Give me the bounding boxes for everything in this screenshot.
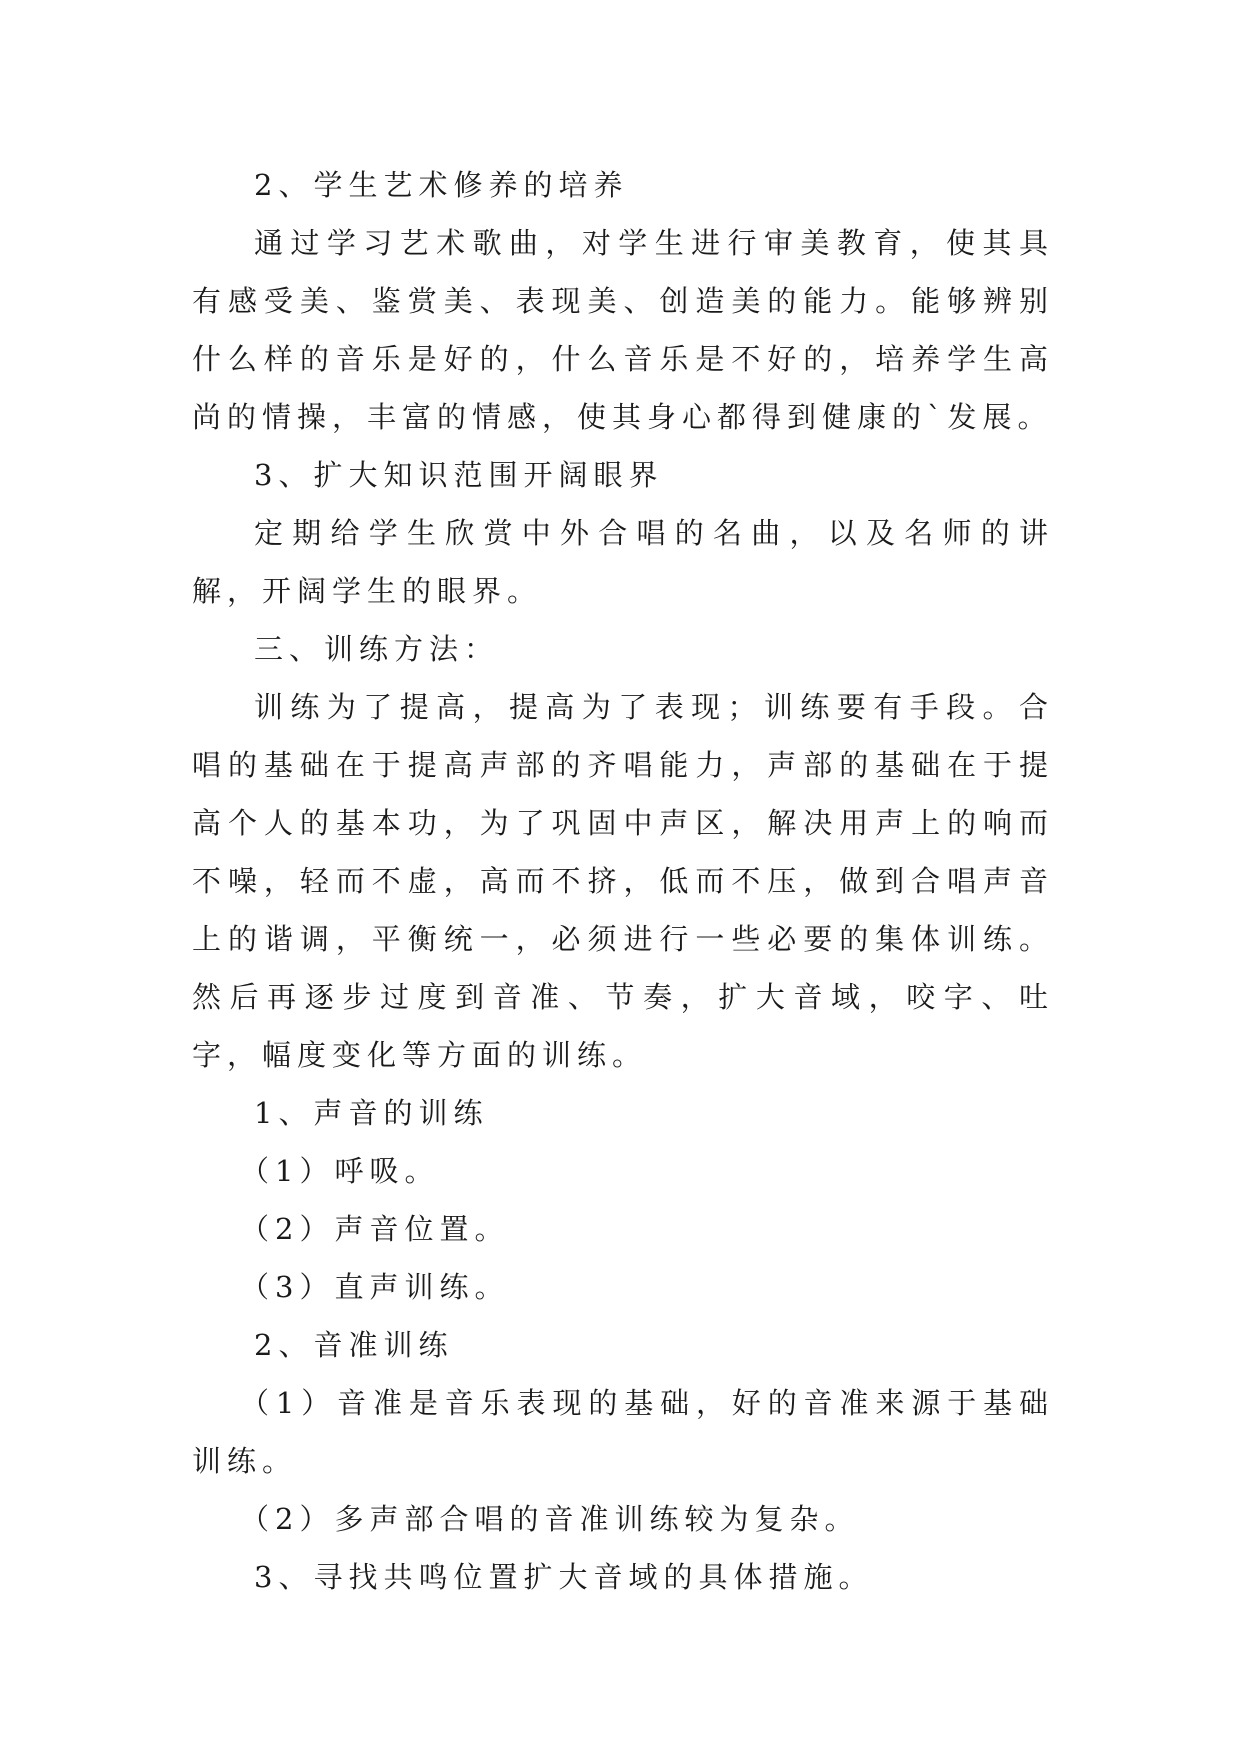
heading-pitch-training: 2、音准训练 — [254, 1328, 454, 1362]
list-item-pitch-basis: （1）音准是音乐表现的基础，好的音准来源于基础训练。 — [192, 1386, 1054, 1478]
list-item-breathing: （1）呼吸。 — [240, 1154, 440, 1188]
list-item-multipart-pitch: （2）多声部合唱的音准训练较为复杂。 — [240, 1502, 860, 1536]
heading-training-methods: 三、训练方法： — [254, 632, 500, 666]
document-body — [192, 156, 1054, 1606]
paragraph-training-overview: 训练为了提高，提高为了表现；训练要有手段。合唱的基础在于提高声部的齐唱能力，声部的基础在于提高个人的基本功，为了巩固中声区，解决用声上的响而不噪，轻而不虚，高而不挤，低而不压，做到合唱声音上的谐调，平衡统一，必须进行一些必要的集体训练。然后再逐步过度到音准、节奏，扩大音域，咬字、吐字，幅度变化等方面的训练。 — [192, 690, 1054, 1072]
paragraph-appreciation: 定期给学生欣赏中外合唱的名曲，以及名师的讲解，开阔学生的眼界。 — [192, 516, 1054, 608]
list-item-straight-voice: （3）直声训练。 — [240, 1270, 510, 1304]
list-item-voice-position: （2）声音位置。 — [240, 1212, 510, 1246]
heading-expand-knowledge: 3、扩大知识范围开阔眼界 — [254, 458, 664, 492]
heading-resonance: 3、寻找共鸣位置扩大音域的具体措施。 — [254, 1560, 874, 1594]
paragraph-aesthetic-education: 通过学习艺术歌曲，对学生进行审美教育，使其具有感受美、鉴赏美、表现美、创造美的能力。能够辨别什么样的音乐是好的，什么音乐是不好的，培养学生高尚的情操，丰富的情感，使其身心都得到健康的`发展。 — [192, 226, 1054, 434]
heading-voice-training: 1、声音的训练 — [254, 1096, 489, 1130]
heading-art-cultivation: 2、学生艺术修养的培养 — [254, 168, 629, 202]
